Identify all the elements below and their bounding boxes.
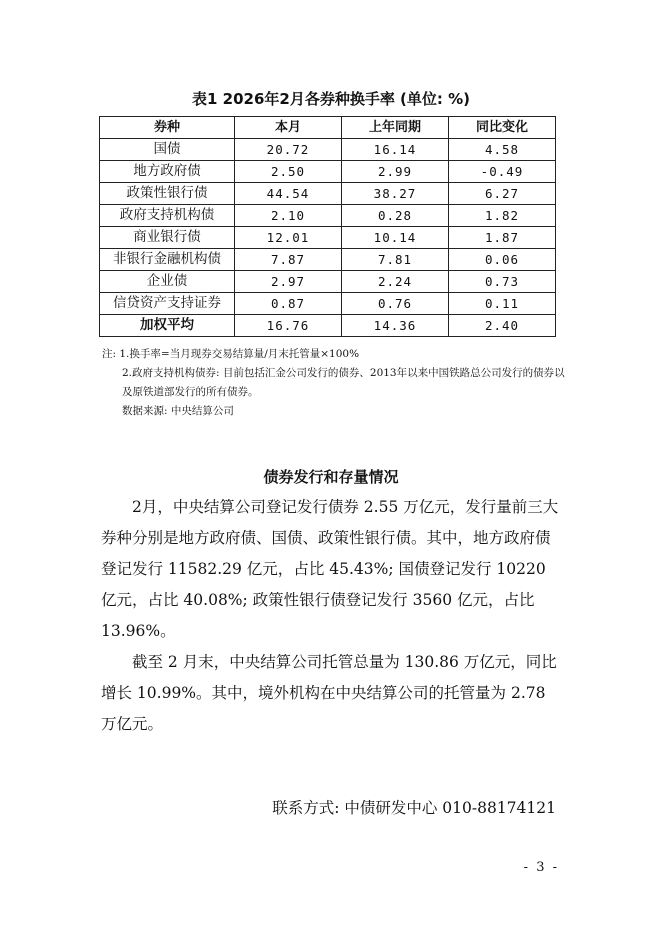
header-bond-type: 券种 [100, 117, 235, 139]
this-month-cell: 16.76 [235, 315, 342, 337]
last-year-cell: 2.24 [342, 271, 449, 293]
last-year-cell: 16.14 [342, 139, 449, 161]
last-year-cell: 38.27 [342, 183, 449, 205]
last-year-cell: 14.36 [342, 315, 449, 337]
header-this-month: 本月 [235, 117, 342, 139]
table-row [100, 293, 556, 315]
turnover-table [99, 116, 556, 337]
bond-type-cell: 信贷资产支持证券 [100, 293, 235, 315]
last-year-cell: 0.76 [342, 293, 449, 315]
table-row [100, 161, 556, 183]
bond-type-cell: 商业银行债 [100, 227, 235, 249]
table-row [100, 183, 556, 205]
table-row [100, 271, 556, 293]
bond-type-cell: 地方政府债 [100, 161, 235, 183]
this-month-cell: 7.87 [235, 249, 342, 271]
table-row [100, 139, 556, 161]
bond-type-cell: 企业债 [100, 271, 235, 293]
yoy-change-cell: -0.49 [449, 161, 556, 183]
table-title: 表1 2026年2月各券种换手率 (单位: %) [191, 90, 471, 108]
this-month-cell: 44.54 [235, 183, 342, 205]
bond-type-cell: 政府支持机构债 [100, 205, 235, 227]
yoy-change-cell: 4.58 [449, 139, 556, 161]
paragraph-custody: 截至 2 月末，中央结算公司托管总量为 130.86 万亿元，同比增长 10.99%。其中，境外机构在中央结算公司的托管量为 2.78 万亿元。 [101, 653, 557, 733]
bond-type-cell: 政策性银行债 [100, 183, 235, 205]
yoy-change-cell: 0.06 [449, 249, 556, 271]
header-yoy-change: 同比变化 [449, 117, 556, 139]
data-source: 数据来源: 中央结算公司 [122, 405, 234, 417]
this-month-cell: 2.10 [235, 205, 342, 227]
table-header-row [100, 117, 556, 139]
bond-type-cell: 加权平均 [100, 315, 235, 337]
this-month-cell: 2.50 [235, 161, 342, 183]
yoy-change-cell: 0.73 [449, 271, 556, 293]
paragraph-issuance: 2月，中央结算公司登记发行债券 2.55 万亿元，发行量前三大券种分别是地方政府债、国债、政策性银行债。其中，地方政府债登记发行 11582.29 亿元，占比 45.43%; 国债登记发行 10220 亿元，占比 40.08%; 政策性银行债登记发行 3560 亿元，占比 13.96%。 [101, 498, 559, 640]
yoy-change-cell: 1.87 [449, 227, 556, 249]
weighted-average-row [100, 315, 556, 337]
bond-type-cell: 国债 [100, 139, 235, 161]
table-row [100, 205, 556, 227]
this-month-cell: 12.01 [235, 227, 342, 249]
yoy-change-cell: 0.11 [449, 293, 556, 315]
this-month-cell: 20.72 [235, 139, 342, 161]
table-row [100, 249, 556, 271]
yoy-change-cell: 2.40 [449, 315, 556, 337]
this-month-cell: 2.97 [235, 271, 342, 293]
note-1: 注: 1.换手率=当月现券交易结算量/月末托管量×100% [102, 348, 360, 360]
body-text [101, 492, 561, 740]
note-2: 2.政府支持机构债券: 目前包括汇金公司发行的债券、2013年以来中国铁路总公司发行的债券以及原铁道部发行的所有债券。 [122, 367, 565, 398]
yoy-change-cell: 1.82 [449, 205, 556, 227]
last-year-cell: 10.14 [342, 227, 449, 249]
section-title: 债券发行和存量情况 [263, 468, 399, 486]
this-month-cell: 0.87 [235, 293, 342, 315]
last-year-cell: 0.28 [342, 205, 449, 227]
table-row [100, 227, 556, 249]
bond-type-cell: 非银行金融机构债 [100, 249, 235, 271]
header-last-year: 上年同期 [342, 117, 449, 139]
contact-info: 联系方式: 中债研发中心 010-88174121 [272, 799, 556, 817]
last-year-cell: 2.99 [342, 161, 449, 183]
yoy-change-cell: 6.27 [449, 183, 556, 205]
page-number: - 3 - [523, 860, 559, 875]
last-year-cell: 7.81 [342, 249, 449, 271]
table-notes [102, 345, 572, 421]
